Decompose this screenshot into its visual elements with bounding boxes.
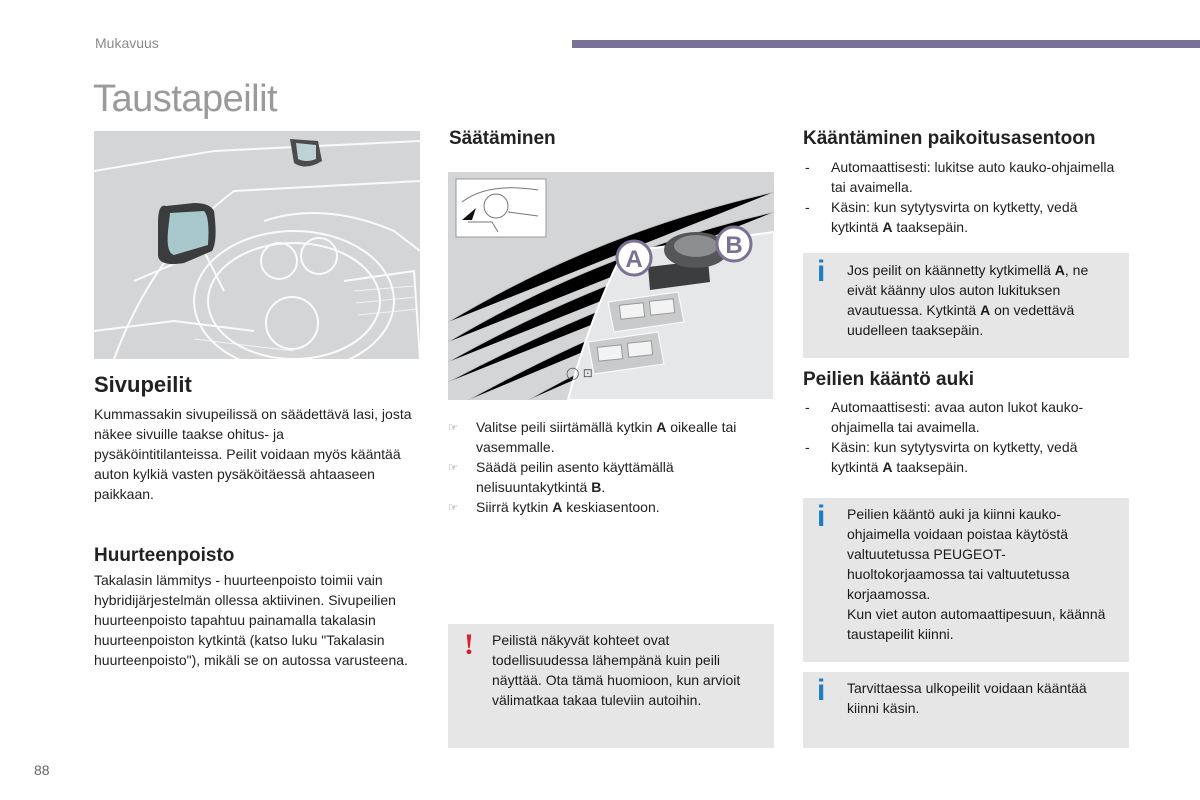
sivupeilit-text: Kummassakin sivupeilissä on säädettävä lasi, josta näkee sivuille taakse ohitus- ja pysäköintitilanteissa. Peilit voidaan myös kääntää auton kylkiä vasten pysäköitäessä ahtaaseen paikkaan. [94, 406, 412, 502]
hand-pointer-icon: ☞ [448, 462, 458, 474]
section-label: Mukavuus [95, 35, 159, 51]
page-title: Taustapeilit [93, 78, 278, 120]
hand-pointer-icon: ☞ [448, 502, 458, 514]
warning-icon: ! [464, 628, 474, 661]
saataminen-heading: Säätäminen [449, 128, 556, 149]
switch-label-a: A [625, 246, 643, 273]
huurteenpoisto-text: Takalasin lämmitys - huurteenpoisto toimii vain hybridijärjestelmän ollessa aktiivinen. Sivupeilien huurteenpoisto tapahtuu painamalla takalasin huurteenpoiston kytkintä (katso luku "Takalasin huurteenpoisto"), mikäli se on autossa varusteena. [94, 572, 408, 668]
info-icon: i [817, 255, 826, 288]
warning-note [448, 624, 774, 748]
info-icon: i [817, 674, 826, 707]
list-item: - Käsin: kun sytytysvirta on kytketty, vedä kytkintä A taaksepäin. [803, 437, 1121, 477]
car-interior-illustration [94, 131, 420, 359]
mirror-switch-illustration [448, 172, 774, 400]
huurteenpoisto-heading: Huurteenpoisto [94, 545, 235, 566]
info-note-service [803, 498, 1129, 662]
list-item: - Automaattisesti: lukitse auto kauko-ohjaimella tai avaimella. [803, 157, 1121, 197]
adjust-step: ☞ Säädä peilin asento käyttämällä nelisuuntakytkintä B. [448, 459, 674, 495]
svg-text:◯ ⊡: ◯ ⊡ [566, 366, 593, 380]
sivupeilit-heading: Sivupeilit [94, 372, 192, 397]
info-note-service-text: Peilien kääntö auki ja kiinni kauko-ohjaimella voidaan poistaa käytöstä valtuutetussa PEUGEOT-huoltokorjaamossa tai valtuutetussa korjaamossa. Kun viet auton automaattipesuun, käännä taustapeilit kiinni. [847, 506, 1106, 642]
unfold-list [803, 397, 1121, 477]
list-item: - Automaattisesti: avaa auton lukot kauko-ohjaimella tai avaimella. [803, 397, 1121, 437]
hand-pointer-icon: ☞ [448, 422, 458, 434]
info-note-manual-text: Tarvittaessa ulkopeilit voidaan kääntää kiinni käsin. [847, 680, 1087, 716]
info-note-folded [803, 253, 1129, 358]
page-number: 88 [34, 762, 50, 778]
fold-heading: Kääntäminen paikoitusasentoon [803, 128, 1096, 149]
warning-text: Peilistä näkyvät kohteet ovat todellisuudessa lähempänä kuin peili näyttää. Ota tämä huomioon, kun arvioit välimatkaa takaa tuleviin autoihin. [492, 632, 741, 708]
adjust-step: ☞ Valitse peili siirtämällä kytkin A oikealle tai vasemmalle. [448, 419, 737, 455]
info-note-manual [803, 672, 1129, 748]
fold-list [803, 157, 1121, 237]
list-item: - Käsin: kun sytytysvirta on kytketty, vedä kytkintä A taaksepäin. [803, 197, 1121, 237]
adjust-steps-list [448, 417, 774, 517]
adjust-step: ☞ Siirrä kytkin A keskiasentoon. [448, 497, 774, 517]
info-note-folded-text: Jos peilit on käännetty kytkimellä A, ne eivät käänny ulos auton lukituksen avautuessa. Kytkintä A on vedettävä uudelleen taaksepäin. [847, 262, 1089, 338]
unfold-heading: Peilien kääntö auki [803, 369, 975, 390]
info-icon: i [817, 500, 826, 533]
header-rule [572, 40, 1200, 48]
switch-label-b: B [725, 232, 743, 259]
